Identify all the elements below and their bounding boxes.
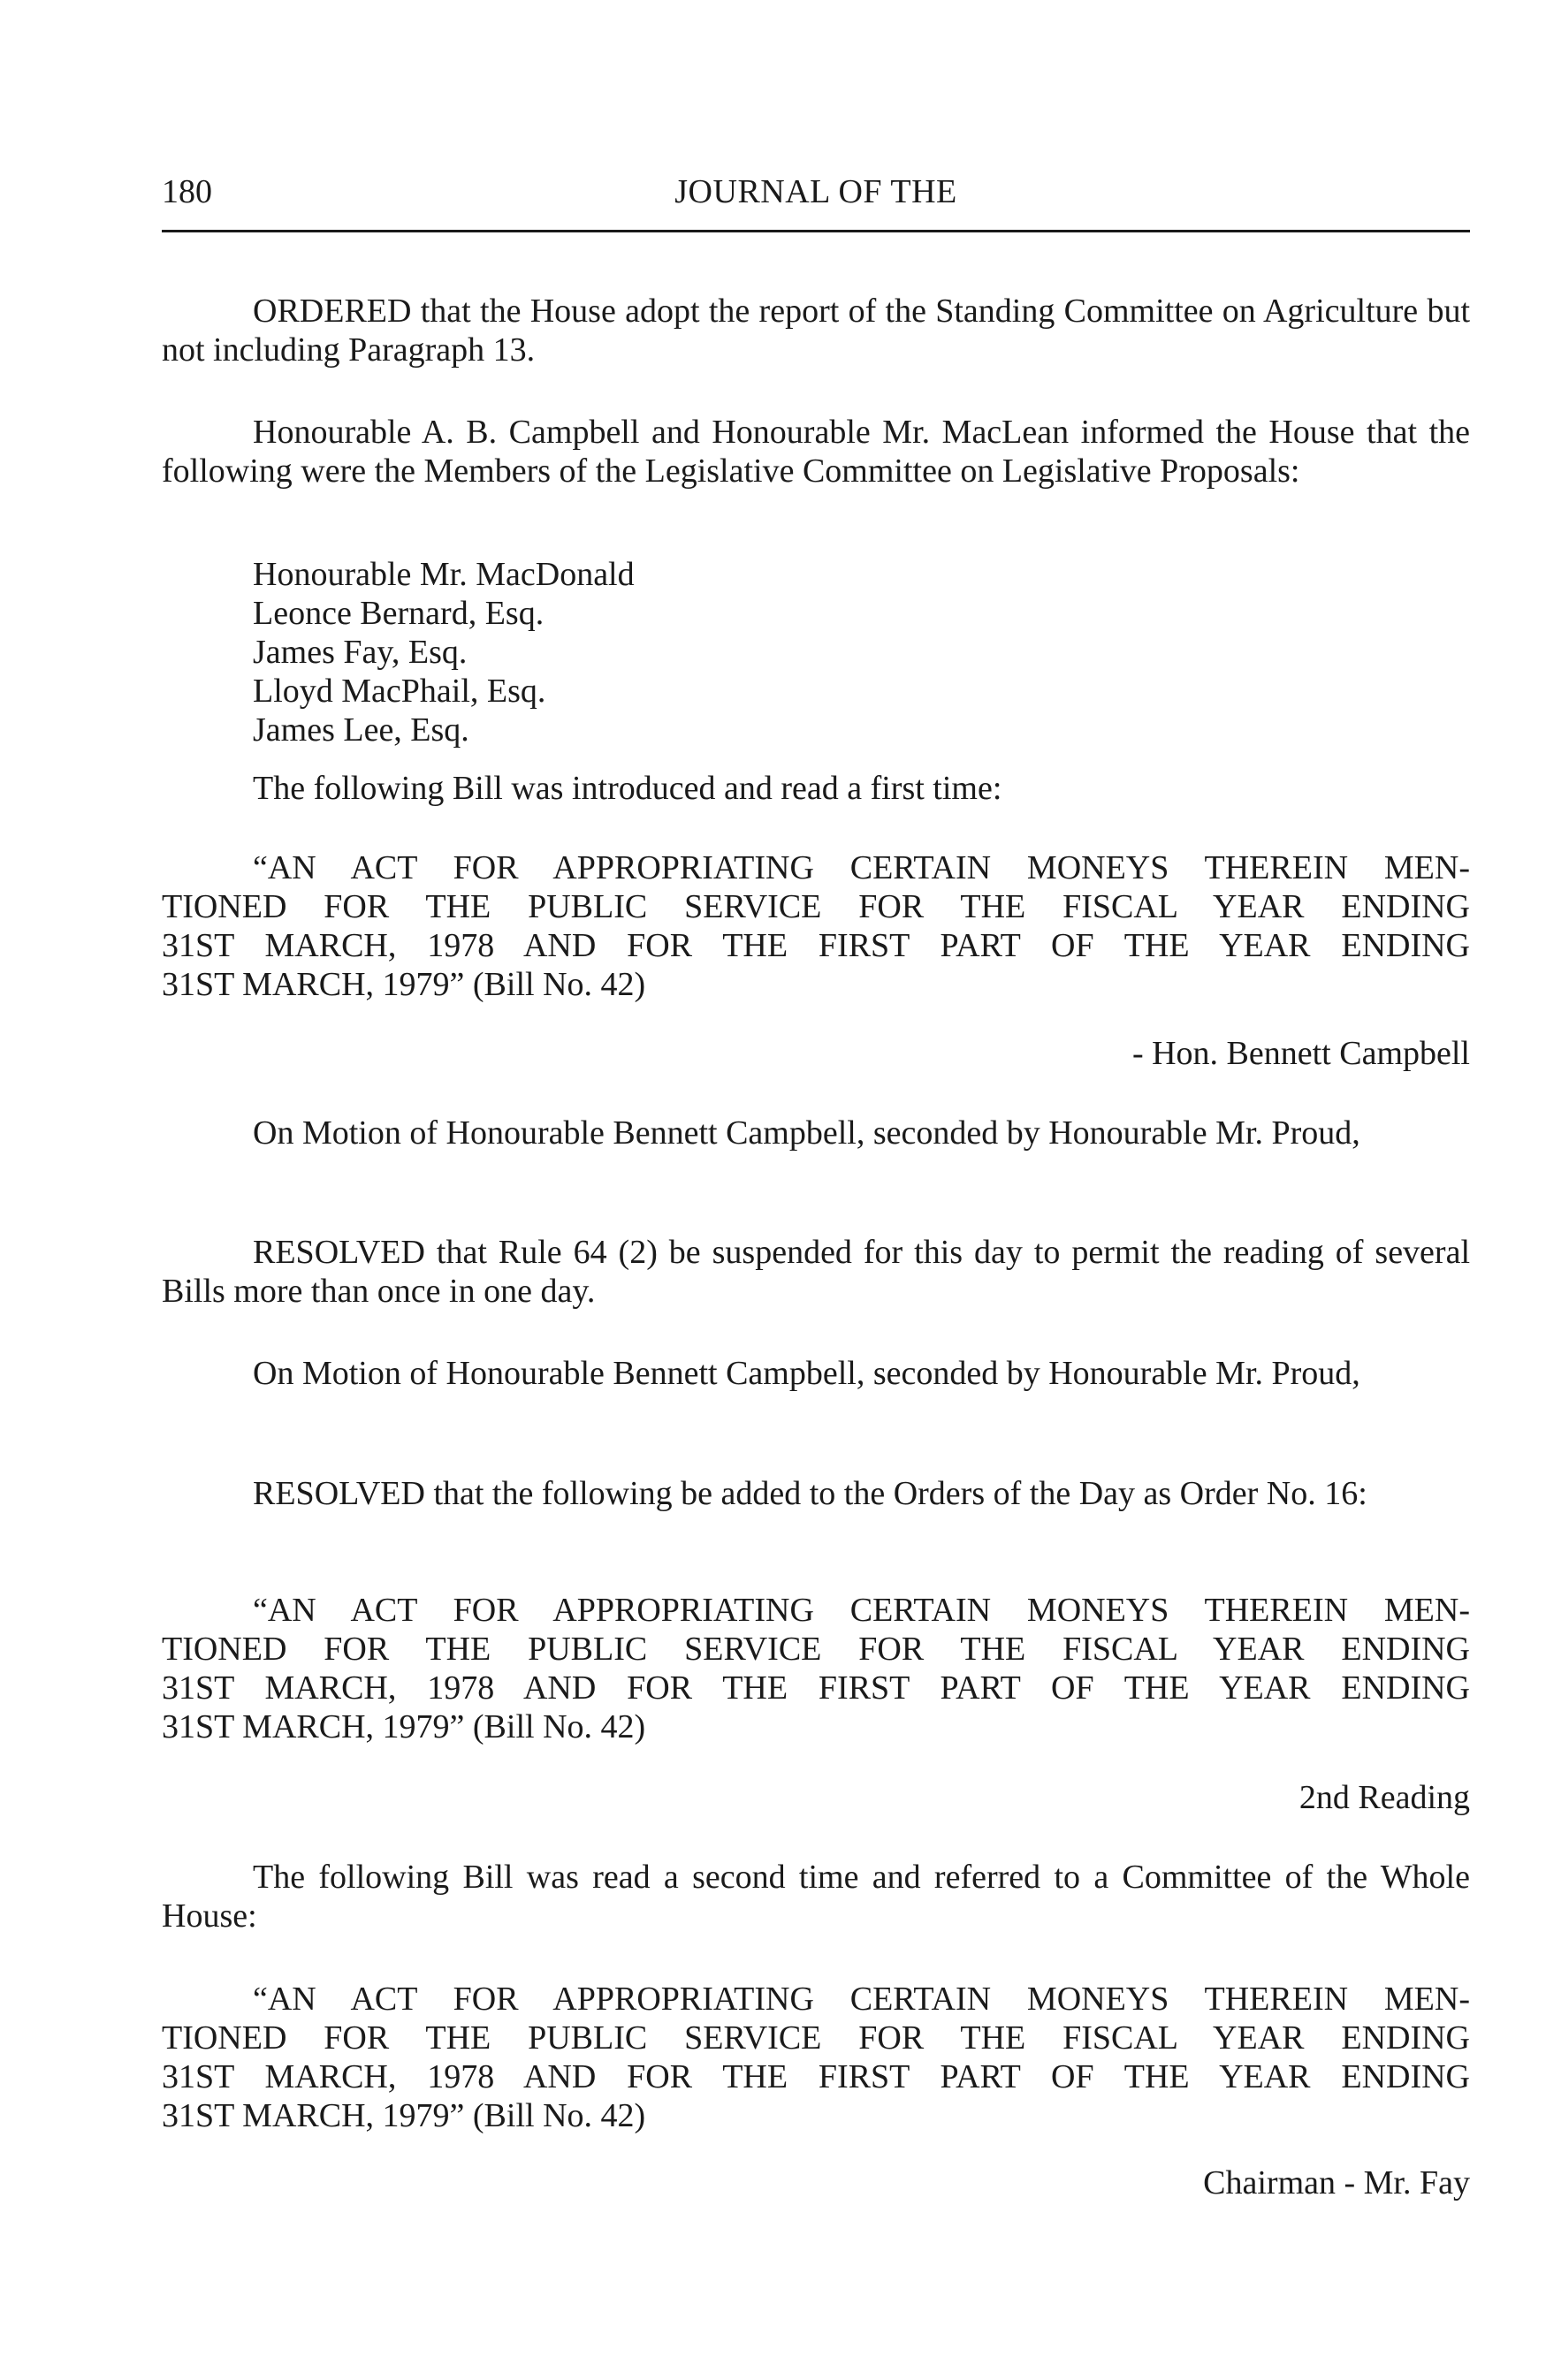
page-header [162,172,1470,217]
resolved-paragraph-2: RESOLVED that the following be added to the Orders of the Day as Order No. 16: [253,1475,1367,1512]
committee-paragraph: Honourable A. B. Campbell and Honourable Mr. MacLean informed the House that the following were the Members of the Legislative Committee on Legislative Proposals: [162,414,1470,490]
header-rule [162,230,1470,232]
second-reading-label: 2nd Reading [1298,1779,1470,1816]
member-name: Leonce Bernard, Esq. [253,595,545,632]
member-name: James Fay, Esq. [253,634,468,671]
committee-chairman: Chairman - Mr. Fay [1203,2164,1470,2201]
bill-sponsor: - Hon. Bennett Campbell [1131,1035,1470,1072]
bill-title-1: “AN ACT FOR APPROPRIATING CERTAIN MONEYS THEREIN MEN- TIONED FOR THE PUBLIC SERVICE FOR THE FISCAL YEAR ENDING 31ST MARCH, 1978 AND FOR THE FIRST PART OF THE YEAR ENDING 31ST MARCH, 1979” (Bill No. 42) [162,849,1470,1003]
page-number: 180 [162,173,212,210]
resolved-paragraph-1: RESOLVED that Rule 64 (2) be suspended for this day to permit the reading of several Bills more than once in one day. [162,1234,1470,1310]
running-title: JOURNAL OF THE [674,173,957,210]
motion-paragraph-2: On Motion of Honourable Bennett Campbell, seconded by Honourable Mr. Proud, [253,1355,1360,1392]
bill-title-3: “AN ACT FOR APPROPRIATING CERTAIN MONEYS THEREIN MEN- TIONED FOR THE PUBLIC SERVICE FOR THE FISCAL YEAR ENDING 31ST MARCH, 1978 AND FOR THE FIRST PART OF THE YEAR ENDING 31ST MARCH, 1979” (Bill No. 42) [162,1981,1470,2134]
first-reading-intro: The following Bill was introduced and read a first time: [253,770,1002,807]
bill-title-2: “AN ACT FOR APPROPRIATING CERTAIN MONEYS THEREIN MEN- TIONED FOR THE PUBLIC SERVICE FOR THE FISCAL YEAR ENDING 31ST MARCH, 1978 AND FOR THE FIRST PART OF THE YEAR ENDING 31ST MARCH, 1979” (Bill No. 42) [162,1592,1470,1745]
ordered-paragraph: ORDERED that the House adopt the report of the Standing Committee on Agriculture but not including Paragraph 13. [162,293,1470,369]
motion-paragraph-1: On Motion of Honourable Bennett Campbell, seconded by Honourable Mr. Proud, [253,1114,1360,1152]
member-name: Honourable Mr. MacDonald [253,556,635,593]
member-name: James Lee, Esq. [253,711,469,749]
second-reading-paragraph: The following Bill was read a second time and referred to a Committee of the Whole House: [162,1859,1470,1935]
member-list [253,555,1402,749]
member-name: Lloyd MacPhail, Esq. [253,673,546,710]
